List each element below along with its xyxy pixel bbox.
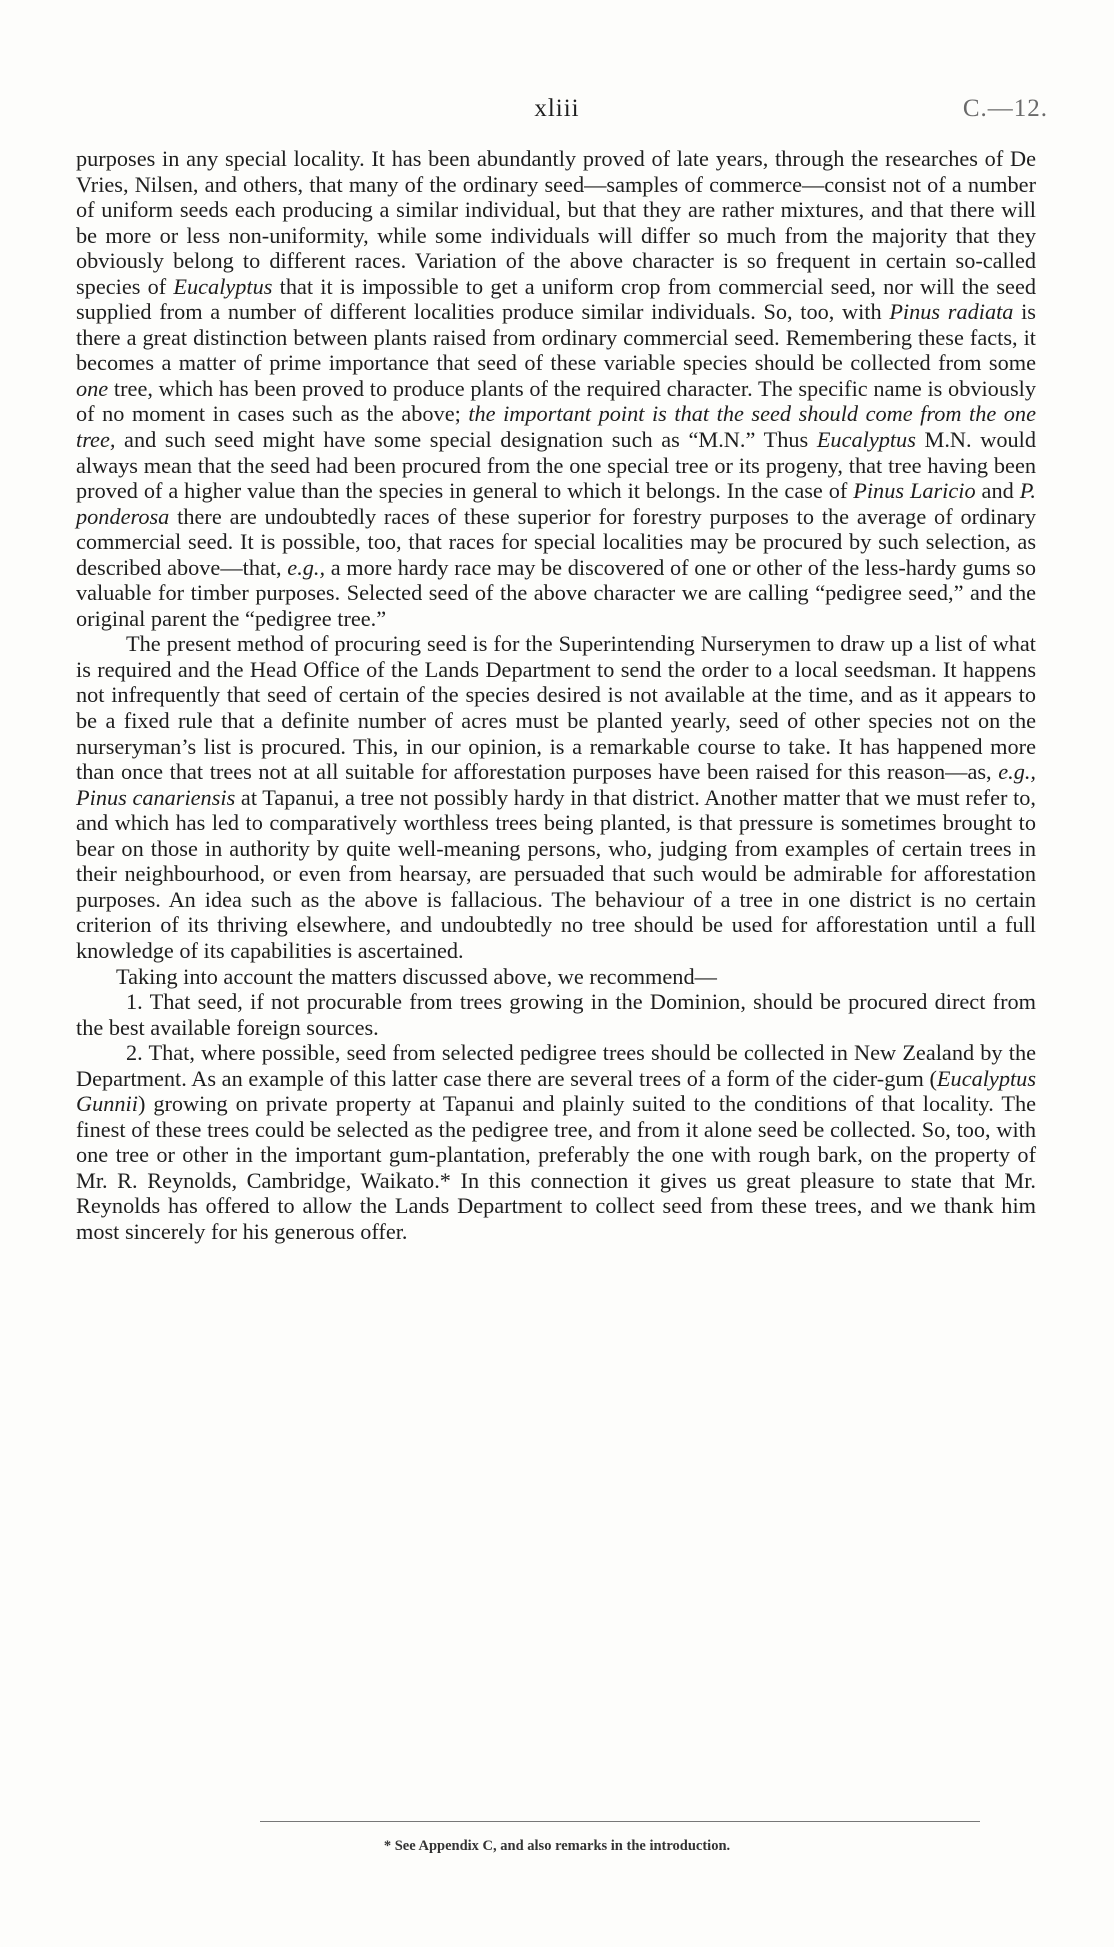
italic-term: Eucalyptus Gunnii xyxy=(76,1065,1036,1117)
paragraph-seed-variation xyxy=(76,146,1036,631)
paragraph-procurement-method xyxy=(76,631,1036,963)
text-run: ) growing on private property at Tapanui and plainly suited to the conditions of that locality. The finest of these trees could be selected as the pedigree tree, and from it alone seed be collected. So, too, with one tree or other in the important gum-plantation, preferably the one with rough bark, on the property of Mr. R. Reynolds, Cambridge, Waikato.* In this connection it gives us great pleasure to state that Mr. Reynolds has offered to allow the Lands Department to collect seed from these trees, and we thank him most sincerely for his generous offer. xyxy=(76,1091,1036,1244)
italic-term: Eucalyptus xyxy=(173,273,273,299)
paragraph-recommend-intro xyxy=(76,964,1036,990)
text-run: 2. That, where possible, seed from selected pedigree trees should be collected in New Zealand by the Department. As an example of this latter case there are several trees of a form of the cider-gum ( xyxy=(76,1040,1036,1091)
italic-term: one xyxy=(76,375,109,401)
text-run: and xyxy=(975,478,1020,504)
text-run: is there a great distinction between plants raised from ordinary commercial seed. Remembering these facts, it becomes a matter of prime importance that seed of these variable species should be collected from some xyxy=(76,299,1036,376)
text-run: tree, which has been proved to produce plants of the required character. The specific name is obviously of no moment in cases such as the above; xyxy=(76,375,1036,427)
page-number: xliii xyxy=(534,95,580,122)
text-run: 1. That seed, if not procurable from trees growing in the Dominion, should be procured direct from the best available foreign sources. xyxy=(76,989,1036,1040)
recommendation-2 xyxy=(76,1040,1036,1244)
recommendation-1 xyxy=(76,989,1036,1040)
text-run: there are undoubtedly races of these superior for forestry purposes to the average of ordinary commercial seed. It is possible, too, that races for special localities may be procured by such selection, as described above—that, xyxy=(76,503,1036,580)
text-run: purposes in any special locality. It has been abundantly proved of late years, through the researches of De Vries, Nilsen, and others, that many of the ordinary seed—samples of commerce—consist not of a number of uniform seeds each producing a similar individual, but that they are rather mixtures, and that there will be more or less non-uniformity, while some individuals will differ so much from the majority that they obviously belong to different races. Variation of the above character is so frequent in certain so-called species of xyxy=(76,146,1036,299)
footnote-divider xyxy=(260,1821,980,1822)
italic-term: Pinus canariensis xyxy=(76,784,236,810)
text-run: at Tapanui, a tree not possibly hardy in that district. Another matter that we must refer to, and which has led to comparatively worthless trees being planted, is that pressure is sometimes brought to bear on those in authority by quite well-meaning persons, who, judging from examples of certain trees in their neighbourhood, or even from hearsay, are persuaded that such would be admirable for afforestation purposes. An idea such as the above is fallacious. The behaviour of a tree in one district is no certain criterion of its thriving elsewhere, and undoubtedly no tree should be used for afforestation until a full knowledge of its capabilities is ascertained. xyxy=(76,784,1036,963)
text-run: that it is impossible to get a uniform crop from commercial seed, nor will the seed supplied from a number of different localities produce similar individuals. So, too, with xyxy=(76,273,1036,325)
document-reference: C.—12. xyxy=(962,95,1048,122)
italic-term: Pinus radiata xyxy=(889,299,1014,325)
italic-term: P. ponderosa xyxy=(76,478,1037,529)
text-run: M.N. would always mean that the seed had been procured from the one special tree or its progeny, that tree having been proved of a higher value than the species in general to which it belongs. In the case of xyxy=(76,427,1036,504)
text-run: and such seed might have some special designation such as “M.N.” Thus xyxy=(115,427,817,453)
italic-term: Pinus Laricio xyxy=(853,478,976,504)
body-text xyxy=(76,146,1036,1245)
italic-term: Eucalyptus xyxy=(816,427,916,453)
text-run: Taking into account the matters discussed above, we recommend— xyxy=(116,963,717,989)
text-run: a more hardy race may be discovered of one or other of the less-hardy gums so valuable for timber purposes. Selected seed of the above character we are calling “pedigree seed,” and the original parent the “pedigree tree.” xyxy=(76,554,1036,631)
italic-emphasis: the important point is that the seed should come from the one tree, xyxy=(76,401,1036,453)
footnote: * See Appendix C, and also remarks in the introduction. xyxy=(383,1838,731,1854)
text-run: The present method of procuring seed is for the Superintending Nurserymen to draw up a list of what is required and the Head Office of the Lands Department to send the order to a local seedsman. It happens not infrequently that seed of certain of the species desired is not available at the time, and as it appears to be a fixed rule that a definite number of acres must be planted yearly, seed of other species not on the nurseryman’s list is procured. This, in our opinion, is a remarkable course to take. It has happened more than once that trees not at all suitable for afforestation purposes have been raised for this reason—as, xyxy=(76,631,1036,785)
italic-term: e.g., xyxy=(998,759,1036,785)
italic-term: e.g., xyxy=(287,554,326,580)
